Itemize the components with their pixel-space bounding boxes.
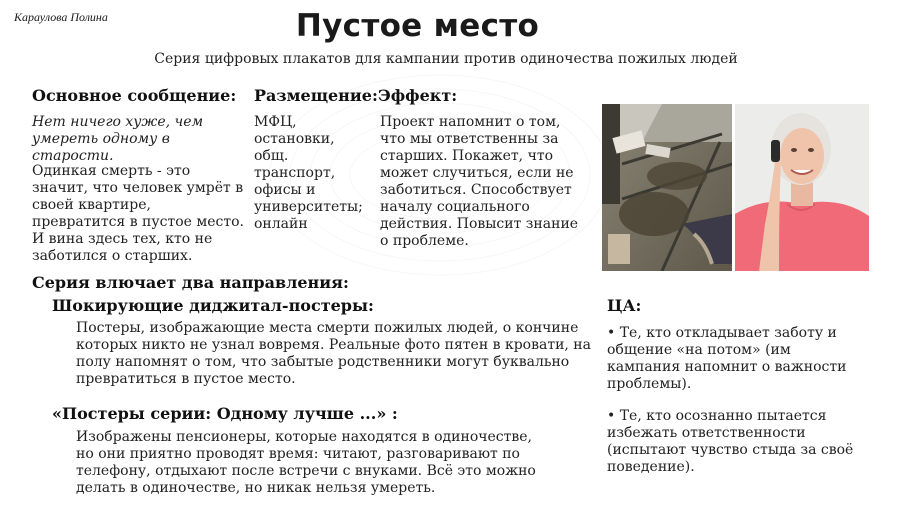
effect-line: действия. Повысит знание	[380, 216, 579, 232]
body-line: заботился о старших.	[32, 248, 193, 264]
better-alone-body	[76, 429, 576, 497]
placement-line: общ.	[254, 148, 289, 164]
shocking-posters-heading: Шокирующие диджитал-постеры:	[52, 296, 374, 315]
better-alone-line: делать в одиночестве, но никак нельзя умереть.	[76, 480, 436, 496]
audience-line: проблемы).	[607, 376, 692, 392]
audience-item-1	[607, 325, 877, 393]
body-line: Одинкая смерть - это	[32, 163, 191, 179]
audience-line: кампания напомнит о важности	[607, 359, 847, 375]
series-heading: Серия влючает два направления:	[32, 273, 349, 292]
audience-item-2	[607, 408, 877, 476]
shocking-line: которых никто не узнал вовремя. Реальные фото пятен в кровати, на	[76, 337, 591, 353]
effect-line: заботиться. Способствует	[380, 182, 572, 198]
body-line: значит, что человек умрёт в	[32, 180, 244, 196]
main-message-slogan	[32, 114, 252, 165]
effect-body	[380, 114, 595, 250]
photo-stained-floor	[602, 104, 732, 271]
better-alone-line: но они приятно проводят время: читают, разговаривают по	[76, 446, 520, 462]
effect-line: что мы ответственны за	[380, 131, 559, 147]
audience-heading: ЦА:	[607, 296, 642, 315]
body-line: И вина здесь тех, кто не	[32, 231, 213, 247]
shocking-line: Постеры, изображающие места смерти пожилых людей, о кончине	[76, 320, 579, 336]
better-alone-line: телефону, отдыхают после встречи с внуками. Всё это можно	[76, 463, 536, 479]
shocking-posters-body	[76, 320, 606, 388]
main-message-heading: Основное сообщение:	[32, 86, 237, 105]
shocking-line: превратиться в пустое место.	[76, 371, 296, 387]
effect-heading: Эффект:	[378, 86, 458, 105]
placement-heading: Размещение:	[254, 86, 378, 105]
placement-line: остановки,	[254, 131, 335, 147]
shocking-line: полу напомнят о том, что забытые родственники могут буквально	[76, 354, 570, 370]
effect-line: Проект напомнит о том,	[380, 114, 561, 130]
audience-line: избежать ответственности	[607, 425, 806, 441]
placement-line: МФЦ,	[254, 114, 297, 130]
body-line: превратится в пустое место.	[32, 214, 245, 230]
author-name: Караулова Полина	[14, 10, 108, 24]
placement-line: онлайн	[254, 216, 308, 232]
page-subtitle: Серия цифровых плакатов для кампании против одиночества пожилых людей	[154, 51, 738, 67]
placement-line: офисы и	[254, 182, 316, 198]
photo-elderly-woman	[735, 104, 869, 271]
stained-floor-image	[602, 104, 732, 271]
placement-line: университеты;	[254, 199, 363, 215]
main-message-body	[32, 163, 257, 265]
placement-list	[254, 114, 372, 233]
page-title: Пустое место	[295, 8, 540, 44]
audience-line: общение «на потом» (им	[607, 342, 791, 358]
placement-line: транспорт,	[254, 165, 336, 181]
slogan-line: Нет ничего хуже, чем	[32, 114, 204, 130]
slogan-line: умереть одному в старости.	[32, 131, 170, 164]
elderly-woman-image	[735, 104, 869, 271]
audience-line: • Те, кто откладывает заботу и	[607, 325, 837, 341]
effect-line: может случиться, если не	[380, 165, 574, 181]
better-alone-line: Изображены пенсионеры, которые находятся в одиночестве,	[76, 429, 532, 445]
effect-line: о проблеме.	[380, 233, 469, 249]
audience-line: (испытают чувство стыда за своё	[607, 442, 854, 458]
audience-line: поведение).	[607, 459, 695, 475]
better-alone-heading: «Постеры серии: Одному лучше ...» :	[52, 404, 398, 423]
effect-line: старших. Покажет, что	[380, 148, 554, 164]
audience-line: • Те, кто осознанно пытается	[607, 408, 827, 424]
effect-line: началу социального	[380, 199, 530, 215]
body-line: своей квартире,	[32, 197, 151, 213]
